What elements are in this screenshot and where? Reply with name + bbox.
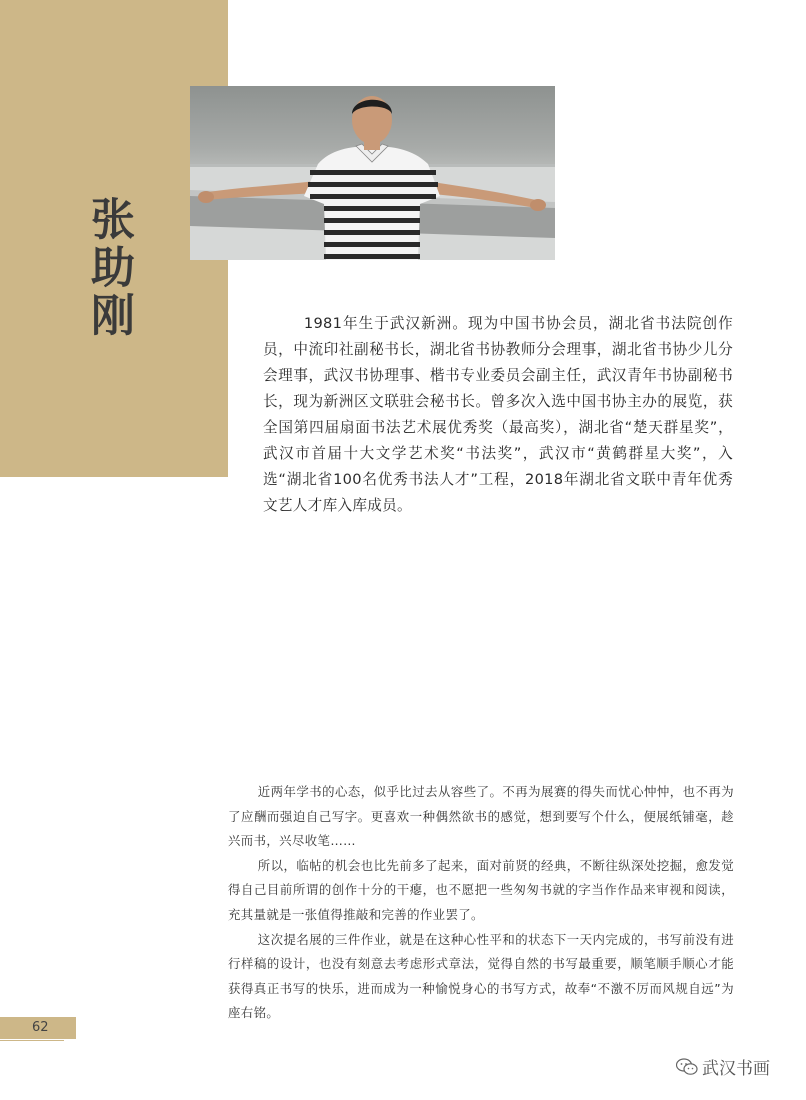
watermark: [676, 1054, 770, 1079]
watermark-text: 武汉书画: [702, 1059, 770, 1079]
essay-text: [228, 780, 734, 1026]
essay-paragraph-3: 这次提名展的三件作业，就是在这种心性平和的状态下一天内完成的，书写前没有进行样稿的设计，也没有刻意去考虑形式章法，觉得自然的书写最重要，顺笔顺手顺心才能获得真正书写的快乐，进而成为一种愉悦身心的书写方式，故奉“不激不厉而风规自远”为座右铭。: [228, 931, 734, 1021]
page-number: 62: [32, 1020, 49, 1035]
portrait-illustration: [190, 86, 555, 260]
footer-divider: [0, 1040, 64, 1041]
essay-paragraph-2: 所以，临帖的机会也比先前多了起来，面对前贤的经典，不断往纵深处挖掘，愈发觉得自己目前所谓的创作十分的干瘪，也不愿把一些匆匆书就的字当作作品来审视和阅读，充其量就是一张值得推敲和完善的作业罢了。: [228, 857, 734, 922]
portrait-photo: [190, 86, 555, 260]
essay-paragraph-1: 近两年学书的心态，似乎比过去从容些了。不再为展赛的得失而忧心忡忡，也不再为了应酬而强迫自己写字。更喜欢一种偶然欲书的感觉，想到要写个什么，便展纸铺毫，趁兴而书，兴尽收笔……: [228, 784, 734, 849]
person-name: 张助刚: [83, 196, 134, 340]
biography-text: 1981年生于武汉新洲。现为中国书协会员，湖北省书法院创作员，中流印社副秘书长，湖北省书协教师分会理事，湖北省书协少儿分会理事，武汉书协理事、楷书专业委员会副主任，武汉青年书协副秘书长，现为新洲区文联驻会秘书长。曾多次入选中国书协主办的展览，获全国第四届扇面书法艺术展优秀奖（最高奖），湖北省“楚天群星奖”，武汉市首届十大文学艺术奖“书法奖”，武汉市“黄鹤群星大奖”，入选“湖北省100名优秀书法人才”工程，2018年湖北省文联中青年优秀文艺人才库入库成员。: [263, 315, 733, 514]
wechat-icon: [676, 1058, 698, 1076]
